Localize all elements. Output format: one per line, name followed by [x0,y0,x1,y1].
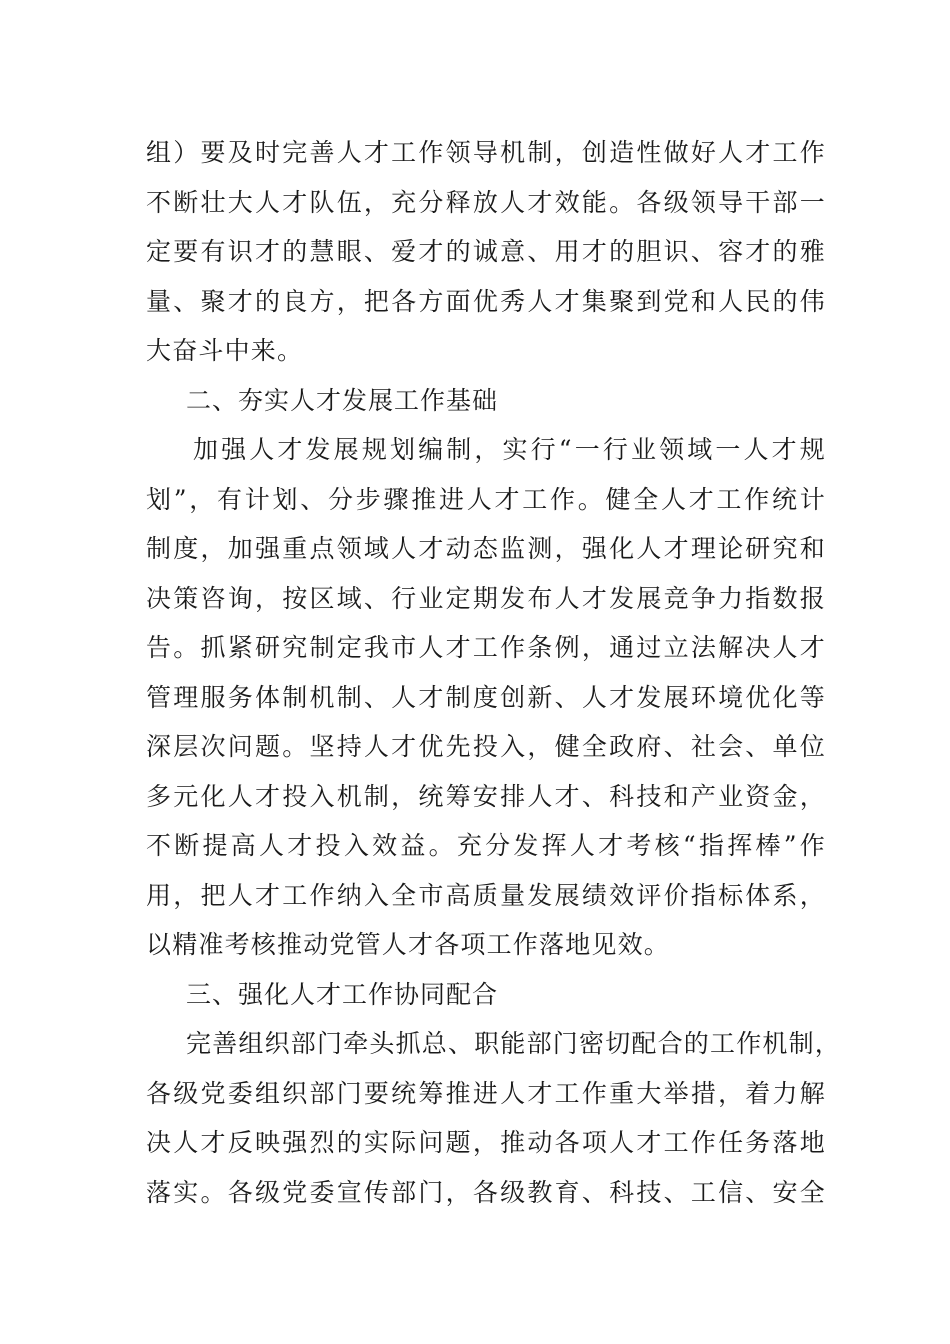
text-line: 告。抓紧研究制定我市人才工作条例，通过立法解决人才 [146,633,826,662]
text-line: 大奋斗中来。 [146,336,304,365]
text-line: 加强人才发展规划编制，实行“一行业领域一人才规 [193,435,826,464]
text-line: 不断壮大人才队伍，充分释放人才效能。各级领导干部一 [146,188,826,217]
text-line: 不断提高人才投入效益。充分发挥人才考核“指挥棒”作 [146,831,826,860]
text-line: 完善组织部门牵头抓总、职能部门密切配合的工作机制， [186,1029,842,1058]
text-line: 定要有识才的慧眼、爱才的诚意、用才的胆识、容才的雅 [146,237,826,266]
text-line: 深层次问题。坚持人才优先投入，健全政府、社会、单位 [146,732,826,761]
text-line: 决人才反映强烈的实际问题，推动各项人才工作任务落地 [146,1128,826,1157]
text-line: 多元化人才投入机制，统筹安排人才、科技和产业资金， [146,782,826,811]
text-line: 落实。各级党委宣传部门，各级教育、科技、工信、安全 [146,1178,826,1207]
section-heading: 三、强化人才工作协同配合 [186,980,499,1009]
text-line: 管理服务体制机制、人才制度创新、人才发展环境优化等 [146,683,826,712]
text-line: 各级党委组织部门要统筹推进人才工作重大举措，着力解 [146,1079,826,1108]
text-line: 用，把人才工作纳入全市高质量发展绩效评价指标体系， [146,881,826,910]
text-line: 量、聚才的良方，把各方面优秀人才集聚到党和人民的伟 [146,287,826,316]
text-line: 组）要及时完善人才工作领导机制，创造性做好人才工作 [146,138,826,167]
text-line: 以精准考核推动党管人才各项工作落地见效。 [146,930,671,959]
text-line: 制度，加强重点领域人才动态监测，强化人才理论研究和 [146,534,826,563]
section-heading: 二、夯实人才发展工作基础 [186,386,499,415]
text-line: 划”，有计划、分步骤推进人才工作。健全人才工作统计 [146,485,826,514]
text-line: 决策咨询，按区域、行业定期发布人才发展竞争力指数报 [146,584,826,613]
